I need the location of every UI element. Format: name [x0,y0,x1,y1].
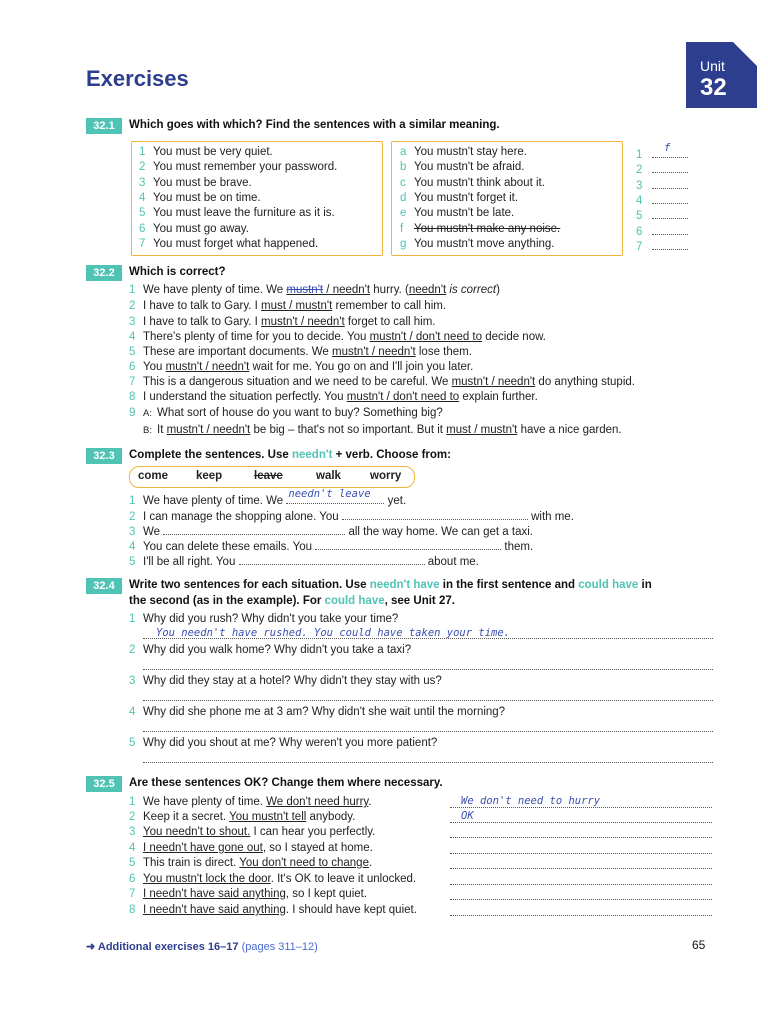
left-sentence-4 [139,192,261,204]
ex5-item-3: 3 You needn't to shout. I can hear you perfectly. [129,826,376,838]
exercise-badge-32-5: 32.5 [86,776,122,792]
right-sentence-text: You mustn't make any noise. [414,222,561,235]
left-sentence-text: You must be on time. [153,191,261,204]
answer-slot-4 [636,192,688,207]
ex5-answer-line-4 [450,853,712,854]
item-number: 1 [139,146,146,158]
item-letter: c [400,176,406,189]
item-number: 5 [636,210,643,223]
ex5-answer-line-6 [450,884,712,885]
ex1-answer-1: f [664,142,671,154]
ex4-answer-line-3 [143,700,713,701]
left-sentence-text: You must forget what happened. [153,237,319,250]
exercise-32-5-question: Are these sentences OK? Change them where necessary. [129,777,443,789]
exercise-32-3-question: Complete the sentences. Use needn't + verb. Choose from: [129,449,451,461]
ex5-answer-1: We don't need to hurry [461,795,601,807]
ex3-item-5: 5 I'll be all right. You about me. [129,553,479,568]
exercise-badge-32-2: 32.2 [86,265,122,281]
answer-slot-3 [636,177,688,192]
item-letter: f [400,222,404,235]
ex2-item-9b: B: It mustn't / needn't be big – that's not so important. But it must / mustn't have a nice garden. [143,424,622,436]
ex4-item-4: 4 Why did she phone me at 3 am? Why didn't she wait until the morning? [129,706,506,718]
ex2-item-7: 7 This is a dangerous situation and we need to be careful. We mustn't / needn't do anything stupid. [129,376,635,388]
ex5-answer-line-7 [450,899,712,900]
item-number: 6 [636,225,643,238]
unit-number: 32 [700,74,727,101]
ex5-item-7: 7 I needn't have said anything, so I kept quiet. [129,888,368,900]
ex5-item-4: 4 I needn't have gone out, so I stayed at home. [129,842,373,854]
answer-slot-7 [636,238,688,253]
left-sentence-text: You must leave the furniture as it is. [153,207,335,220]
ex5-item-6: 6 You mustn't lock the door. It's OK to leave it unlocked. [129,873,417,885]
item-letter: b [400,161,407,174]
item-number: 3 [139,176,146,189]
item-letter: a [400,146,407,158]
item-number: 1 [636,149,643,161]
item-number: 4 [636,194,643,207]
item-number: 7 [139,237,146,250]
ex5-answer-2: OK [461,810,474,822]
left-sentence-text: You must be brave. [153,176,252,189]
right-sentence-text: You mustn't stay here. [414,146,528,158]
arrow-icon: ➜ [86,941,96,953]
ex3-item-2: 2 I can manage the shopping alone. You with me. [129,508,574,523]
ex4-item-3: 3 Why did they stay at a hotel? Why didn't they stay with us? [129,675,442,687]
unit-label: Unit [700,58,725,74]
page-title: Exercises [86,66,189,91]
ex5-item-2: 2 Keep it a secret. You mustn't tell anybody. [129,811,356,823]
answer-slot-6 [636,223,688,238]
ex4-answer-1: You needn't have rushed. You could have taken your time. [156,627,511,639]
ex4-item-5: 5 Why did you shout at me? Why weren't you more patient? [129,737,438,749]
ex2-item-5: 5 These are important documents. We mustn't / needn't lose them. [129,346,472,358]
left-sentence-2 [139,161,337,173]
ex2-item-6: 6 You mustn't / needn't wait for me. You go on and I'll join you later. [129,361,474,373]
right-sentence-2 [400,161,524,173]
item-number: 5 [139,207,146,220]
exercise-32-2-question: Which is correct? [129,266,226,278]
item-number: 4 [139,191,146,204]
ex2-item-2: 2 I have to talk to Gary. I must / mustn't remember to call him. [129,300,447,312]
left-sentence-7 [139,238,318,250]
answer-slot-1 [636,142,688,161]
item-number: 6 [139,222,146,235]
ex2-item-8: 8 I understand the situation perfectly. You mustn't / don't need to explain further. [129,391,538,403]
right-sentence-text: You mustn't move anything. [414,237,555,250]
unit-tab [686,42,757,108]
item-number: 2 [636,164,643,177]
item-letter: d [400,191,407,204]
ex4-answer-line-1 [143,638,713,639]
ex5-answer-line-5 [450,868,712,869]
left-sentence-1 [139,146,273,158]
right-sentence-text: You mustn't forget it. [414,191,519,204]
ex5-answer-line-3 [450,837,712,838]
right-sentence-5 [400,207,514,219]
right-sentence-6 [400,223,560,235]
right-sentence-4 [400,192,518,204]
exercise-badge-32-1: 32.1 [86,118,122,134]
ex2-item-4: 4 There's plenty of time for you to decide. You mustn't / don't need to decide now. [129,331,546,343]
right-sentence-3 [400,177,545,189]
ex4-answer-line-2 [143,669,713,670]
left-sentence-5 [139,207,335,219]
ex3-answer-1: needn't leave [288,488,371,500]
item-letter: g [400,237,407,250]
footer-link[interactable]: ➜ Additional exercises 16–17 (pages 311–12) [86,941,318,953]
answer-slot-2 [636,161,688,176]
word-come: come [138,470,169,482]
right-sentence-7 [400,238,555,250]
word-leave: leave [254,470,283,482]
ex5-item-5: 5 This train is direct. You don't need to change. [129,857,373,869]
ex3-item-3: 3 We all the way home. We can get a taxi. [129,523,533,538]
item-number: 2 [139,161,146,174]
left-sentence-text: You must be very quiet. [153,146,273,158]
word-walk: walk [316,470,341,482]
right-sentence-text: You mustn't be afraid. [414,161,525,174]
exercise-32-4-question-line1: Write two sentences for each situation. Use needn't have in the first sentence and could have in [129,579,652,591]
exercise-32-4-question-line2: the second (as in the example). For could have, see Unit 27. [129,595,455,607]
exercise-badge-32-4: 32.4 [86,578,122,594]
word-keep: keep [196,470,223,482]
ex4-answer-line-4 [143,731,713,732]
ex4-answer-line-5 [143,762,713,763]
ex2-item-9a: 9 A: What sort of house do you want to buy? Something big? [129,407,443,419]
ex5-answer-line-2 [450,822,712,823]
ex2-item-1: 1 We have plenty of time. We mustn't / needn't hurry. (needn't is correct) [129,284,500,296]
ex4-item-1: 1 Why did you rush? Why didn't you take your time? [129,613,399,625]
item-number: 3 [636,179,643,192]
page-number: 65 [692,938,706,952]
ex5-item-1: 1 We have plenty of time. We don't need hurry. [129,796,372,808]
ex5-answer-line-1 [450,807,712,808]
right-sentence-text: You mustn't be late. [414,207,515,220]
word-choice-box [129,466,415,488]
item-letter: e [400,207,407,220]
ex2-item-3: 3 I have to talk to Gary. I mustn't / needn't forget to call him. [129,316,436,328]
item-number: 7 [636,240,643,253]
left-sentence-6 [139,223,249,235]
left-sentence-text: You must go away. [153,222,249,235]
exercise-32-1-question: Which goes with which? Find the sentences with a similar meaning. [129,119,500,131]
word-worry: worry [370,470,402,482]
right-sentence-text: You mustn't think about it. [414,176,545,189]
ex5-item-8: 8 I needn't have said anything. I should have kept quiet. [129,904,417,916]
left-sentence-3 [139,177,252,189]
ex4-item-2: 2 Why did you walk home? Why didn't you take a taxi? [129,644,412,656]
left-sentence-text: You must remember your password. [153,161,338,174]
exercise-badge-32-3: 32.3 [86,448,122,464]
right-sentence-1 [400,146,527,158]
ex3-item-1: 1 We have plenty of time. We needn't leave yet. [129,488,407,507]
ex5-answer-line-8 [450,915,712,916]
answer-slot-5 [636,207,688,222]
unit-tab-corner [733,42,757,66]
ex3-item-4: 4 You can delete these emails. You them. [129,538,533,553]
